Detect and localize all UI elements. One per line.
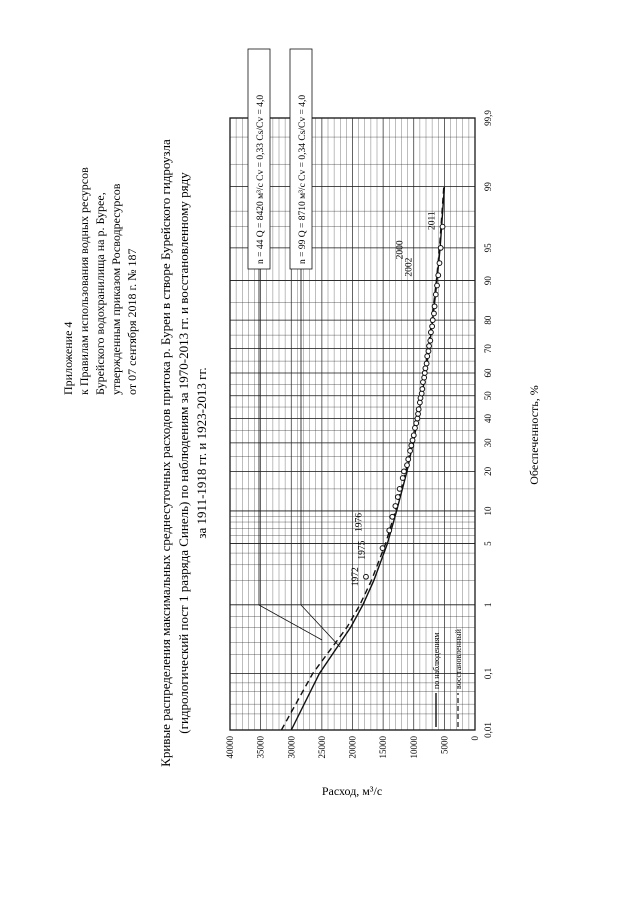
observed-point [410, 438, 415, 443]
header-line: Приложение 4 [61, 321, 75, 395]
y-axis-ticks [225, 736, 480, 759]
x-tick-label: 40 [483, 414, 493, 424]
observed-point [430, 324, 435, 329]
x-tick-label: 10 [483, 506, 493, 516]
x-tick-label: 99 [483, 182, 493, 192]
observed-point [430, 318, 435, 323]
year-label: 1976 [354, 512, 365, 532]
legend-label: по наблюдениям [432, 632, 441, 689]
y-tick-label: 0 [470, 736, 480, 741]
legend-label: восстановленный [454, 629, 463, 689]
y-tick-label: 40000 [225, 736, 235, 759]
observed-point [395, 495, 400, 500]
observed-point [393, 504, 398, 509]
stats-text: n = 44 Q = 8420 м³/с Cv = 0,33 Cs/Cv = 4,0 [256, 94, 266, 264]
observed-point [402, 469, 407, 474]
x-tick-label: 0,1 [483, 667, 493, 680]
header-line: утвержденным приказом Росводресурсов [109, 183, 123, 395]
observed-point [432, 311, 437, 316]
observed-point [364, 574, 369, 579]
observed-point [423, 366, 428, 371]
observed-point [438, 246, 443, 251]
observed-point [380, 546, 385, 551]
title-line: (гидрологический пост 1 разряда Синель) по наблюдениям за 1970-2013 гг. и восстановленному ряду [176, 172, 191, 734]
year-label: 1972 [350, 567, 361, 587]
stats-box-restored [290, 49, 312, 269]
observed-point [427, 344, 432, 349]
y-tick-label: 25000 [316, 736, 327, 759]
observed-point [400, 476, 405, 481]
title-line: Кривые распределения максимальных среднесуточных расходов притока р. Буреи в створе Бурейского гидроузла [158, 139, 173, 767]
series-line-observed [291, 187, 444, 730]
observed-point [433, 292, 438, 297]
observed-point [415, 416, 420, 421]
year-label: 2002 [404, 257, 415, 277]
x-tick-label: 70 [483, 344, 493, 354]
x-axis-ticks [483, 110, 493, 738]
leader-line-observed [259, 269, 322, 640]
x-axis-label: Обеспеченность, % [527, 385, 541, 485]
observed-point [421, 380, 426, 385]
observed-point [428, 338, 433, 343]
observed-point [408, 448, 413, 453]
observed-point [405, 463, 410, 468]
observed-point [387, 528, 392, 533]
y-tick-label: 20000 [347, 736, 358, 759]
observed-point [397, 486, 402, 491]
x-tick-label: 90 [483, 276, 493, 286]
observed-point [425, 354, 430, 359]
observed-point [413, 426, 418, 431]
title-line: за 1911-1918 гг. и 1923-2013 гг. [194, 367, 209, 539]
observed-point [424, 361, 429, 366]
year-label: 1975 [357, 540, 368, 560]
observed-point [437, 261, 442, 266]
observed-point [406, 457, 411, 462]
x-tick-label: 50 [483, 391, 493, 401]
chart-title [158, 139, 209, 767]
observed-point [411, 433, 416, 438]
x-tick-label: 0,01 [483, 722, 493, 738]
observed-point [435, 283, 440, 288]
observed-point [414, 421, 419, 426]
legend [432, 628, 463, 727]
observed-point [416, 407, 421, 412]
observed-point [416, 411, 421, 416]
observed-point [436, 273, 441, 278]
x-tick-label: 95 [483, 243, 493, 253]
observed-point [422, 375, 427, 380]
y-tick-label: 35000 [255, 736, 266, 759]
y-tick-label: 15000 [378, 736, 389, 759]
observed-point [390, 514, 395, 519]
x-tick-label: 20 [483, 466, 493, 476]
stats-text: n = 99 Q = 8710 м³/с Cv = 0,34 Cs/Cv = 4,0 [298, 94, 308, 264]
x-tick-label: 80 [483, 315, 493, 325]
year-annotations [351, 211, 438, 586]
stats-box-observed [248, 49, 270, 269]
x-tick-label: 99,9 [483, 110, 493, 126]
observed-point [409, 443, 414, 448]
observed-point [422, 371, 427, 376]
x-tick-label: 1 [483, 602, 493, 608]
y-axis-label: Расход, м³/с [321, 784, 383, 798]
year-label: 2011 [427, 211, 438, 231]
x-tick-label: 30 [483, 438, 493, 448]
observed-point [440, 224, 445, 229]
y-tick-label: 30000 [286, 736, 297, 759]
y-tick-label: 5000 [439, 736, 450, 754]
x-tick-label: 60 [483, 368, 493, 378]
observed-point [426, 349, 431, 354]
header-line: Бурейского водохранилища на р. Бурее, [93, 192, 107, 395]
observed-point [429, 330, 434, 335]
x-tick-label: 5 [483, 541, 493, 546]
year-label: 2000 [395, 240, 406, 260]
header-line: к Правилам использования водных ресурсов [77, 167, 91, 395]
observed-point [420, 387, 425, 392]
y-tick-label: 10000 [408, 736, 419, 759]
observed-point [432, 304, 437, 309]
header-block [61, 167, 139, 395]
header-line: от 07 сентября 2018 г. № 187 [125, 248, 139, 395]
